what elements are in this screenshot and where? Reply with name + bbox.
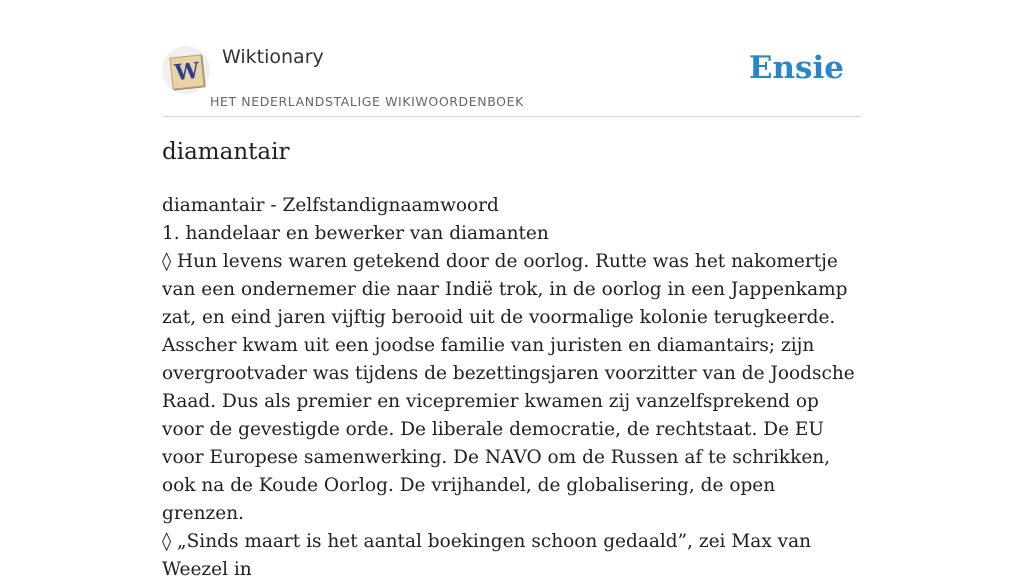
ensie-brand-link[interactable]: Ensie [748, 50, 844, 86]
site-header [162, 40, 862, 117]
example-quote: ◊ Hun levens waren getekend door de oorlog. Rutte was het nakomertje van een ondernemer die naar Indië trok, in de oorlog in een Jappenkamp zat, en eind jaren vijftig berooid uit de voormalige kolonie terugkeerde. Asscher kwam uit een joodse familie van juristen en diamantairs; zijn overgrootvader was tijdens de bezettingsjaren voorzitter van de Joodsche Raad. Dus als premier en vicepremier kwamen zij vanzelfsprekend op voor de gevestigde orde. De liberale democratie, de rechtstaat. De EU voor Europese samenwerking. De NAVO om de Russen af te schrikken, ook na de Koude Oorlog. De vrijhandel, de globalisering, de open grenzen. [162, 251, 855, 524]
part-of-speech-line: diamantair - Zelfstandignaamwoord [162, 195, 499, 216]
site-name[interactable]: Wiktionary [222, 46, 324, 68]
site-tagline: HET NEDERLANDSTALIGE WIKIWOORDENBOEK [210, 94, 524, 109]
example-quote: ◊ „Sinds maart is het aantal boekingen schoon gedaald”, zei Max van Weezel in [162, 531, 812, 580]
wiktionary-logo-icon: W [169, 54, 204, 89]
entry-content [162, 192, 862, 584]
definition: 1. handelaar en bewerker van diamanten [162, 223, 549, 244]
entry-title: diamantair [162, 139, 290, 165]
wiktionary-logo[interactable] [162, 46, 210, 94]
